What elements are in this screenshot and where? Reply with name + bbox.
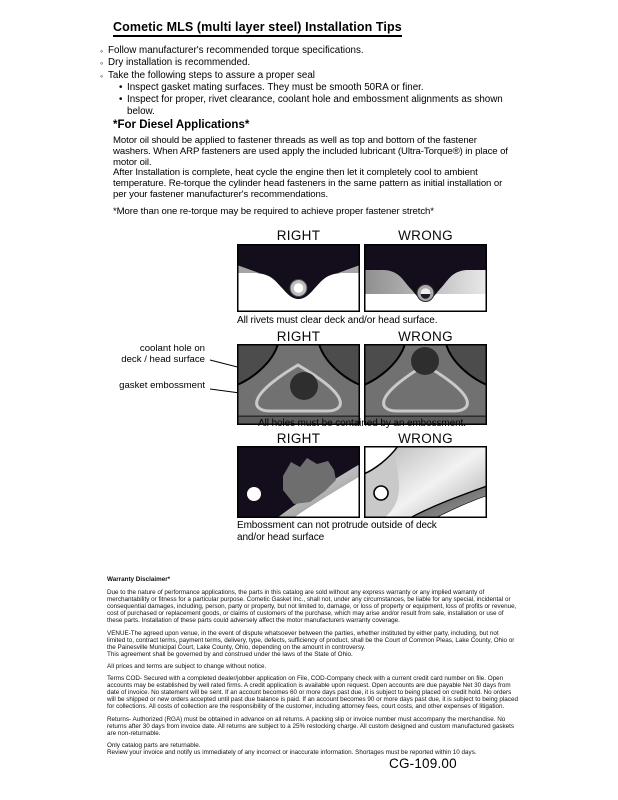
legal-line: VENUE-The agreed upon venue, in the event of dispute whatsoever between the parties, whether instituted by either party, including, but not limited to, contract terms, payment terms, delivery, type, defects, sufficiency of product, shall be the Court of Common Pleas, Lake County, Ohio or the Painesville Municipal Court, Lake County, Ohio, depending on the amount in controversy.: [107, 629, 515, 651]
hollow-bullet-icon: ◦: [100, 46, 104, 56]
list-item: [100, 45, 530, 57]
row1-caption: All rivets must clear deck and/or head surface.: [237, 315, 438, 326]
installation-tips-list: [100, 45, 530, 119]
legal-line: This agreement shall be governed by and construed under the laws of the State of Ohio.: [107, 650, 353, 658]
wrong-label: WRONG: [398, 329, 453, 344]
diesel-paragraph-2: After Installation is complete, heat cycle the engine then let it completely cool to ambient temperature. Re-torque the cylinder head fasteners in the same pattern as initial installation or per your fastener manufacturer's recommendations.: [113, 167, 503, 201]
legal-heading: Warranty Disclaimer*: [107, 576, 171, 583]
right-label: RIGHT: [276, 329, 321, 344]
hollow-bullet-icon: ◦: [100, 70, 104, 81]
legal-paragraph: Due to the nature of performance applications, the parts in this catalog are sold without any express warranty or any implied warranty of merchantability or fitness for a particular purpose. Cometic Gasket Inc., shall not, under any circumstances, be liable for any special, incidental or consequential damages, including, person, party or property, but not limited to, damage, or loss of property or equipment, loss of profits or revenue, cost of purchased or replacement goods, or claims of customers of the purchase, which may arise and/or result from sale, installation or use of these parts. Installation of these parts could adversely affect the motor manufacturers warranty coverage.: [107, 589, 517, 625]
caption-line: Embossment can not protrude outside of deck: [237, 520, 437, 531]
right-label: RIGHT: [276, 431, 321, 446]
hollow-bullet-icon: ◦: [100, 58, 104, 69]
diesel-section-heading: *For Diesel Applications*: [113, 119, 250, 131]
caption-line: and/or head surface: [237, 531, 325, 543]
list-item-text: Inspect gasket mating surfaces. They must be smooth 50RA or finer.: [127, 81, 424, 93]
list-item-text: Inspect for proper, rivet clearance, coolant hole and embossment alignments as shown below.: [127, 94, 503, 118]
rivet-clearance-wrong-diagram: [364, 244, 487, 312]
warranty-disclaimer: [107, 576, 518, 761]
catalog-page-code: CG-109.00: [389, 756, 457, 771]
gasket-embossment-callout: [98, 380, 205, 391]
legal-line: Review your invoice and notify us immediately of any incorrect or inaccurate information. Shortages must be reported within 10 days.: [107, 748, 477, 756]
list-item: [119, 94, 530, 119]
right-label: RIGHT: [276, 228, 321, 243]
retorque-note: *More than one re-torque may be required to achieve proper fastener stretch*: [113, 206, 434, 217]
rivet-clearance-right-diagram: [237, 244, 360, 312]
page-title: Cometic MLS (multi layer steel) Installation Tips: [113, 20, 402, 37]
legal-paragraph: Terms COD- Secured with a completed dealer/jobber application on File, COD-Company check with a current credit card number on file. Open accounts may be established by well rated firms. A credit application is available upon request. Open accounts are due payable Net 30 days from date of invoice. No statement will be sent. If an account becomes 60 or more days past due, it is subject to being placed on credit hold. No orders will be shipped or new orders accepted until past due balance is paid. If an account becomes 90 or more days past due, it is subject to being placed for collections. All costs of collection are the responsibility of the customer, including attorney fees, court costs, and other expenses of litigation.: [107, 675, 518, 711]
embossment-right-diagram: [237, 344, 360, 425]
diesel-paragraph-1: Motor oil should be applied to fastener threads as well as top and bottom of the fastener washers. When ARP fasteners are used apply the included lubricant (Ultra-Torque®) in place of motor oil.: [113, 135, 508, 169]
legal-paragraph: Returns- Authorized (RGA) must be obtained in advance on all returns. A packing slip or invoice number must accompany the merchandise. No returns after 30 days from invoice date. All returns are subject to a 25% restocking charge. All custom designed and custom manufactured gaskets are non-returnable.: [107, 715, 515, 737]
legal-paragraph: [107, 630, 518, 658]
wrong-label: WRONG: [398, 431, 453, 446]
row2-caption: All holes must be contained by an embossment.: [258, 418, 466, 429]
list-item: [100, 70, 530, 82]
coolant-hole-callout: [98, 343, 205, 365]
legal-line: Only catalog parts are returnable.: [107, 741, 201, 749]
deck-edge-right-diagram: [237, 446, 360, 518]
list-item-text: Dry installation is recommended.: [108, 57, 251, 69]
list-item-text: Take the following steps to assure a proper seal: [108, 69, 315, 81]
list-item: [100, 57, 530, 69]
bullet-icon: •: [119, 94, 123, 106]
row3-caption: [237, 520, 467, 543]
list-item-text: Follow manufacturer's recommended torque specifications.: [108, 45, 364, 56]
list-item: [119, 82, 530, 94]
legal-paragraph: [107, 742, 518, 756]
callout-text: deck / head surface: [121, 354, 205, 365]
embossment-wrong-diagram: [364, 344, 487, 425]
bullet-icon: •: [119, 81, 123, 93]
callout-text: coolant hole on: [139, 343, 205, 354]
deck-edge-wrong-diagram: [364, 446, 487, 518]
legal-paragraph: All prices and terms are subject to change without notice.: [107, 662, 267, 670]
wrong-label: WRONG: [398, 228, 453, 243]
callout-text: gasket embossment: [119, 380, 205, 391]
